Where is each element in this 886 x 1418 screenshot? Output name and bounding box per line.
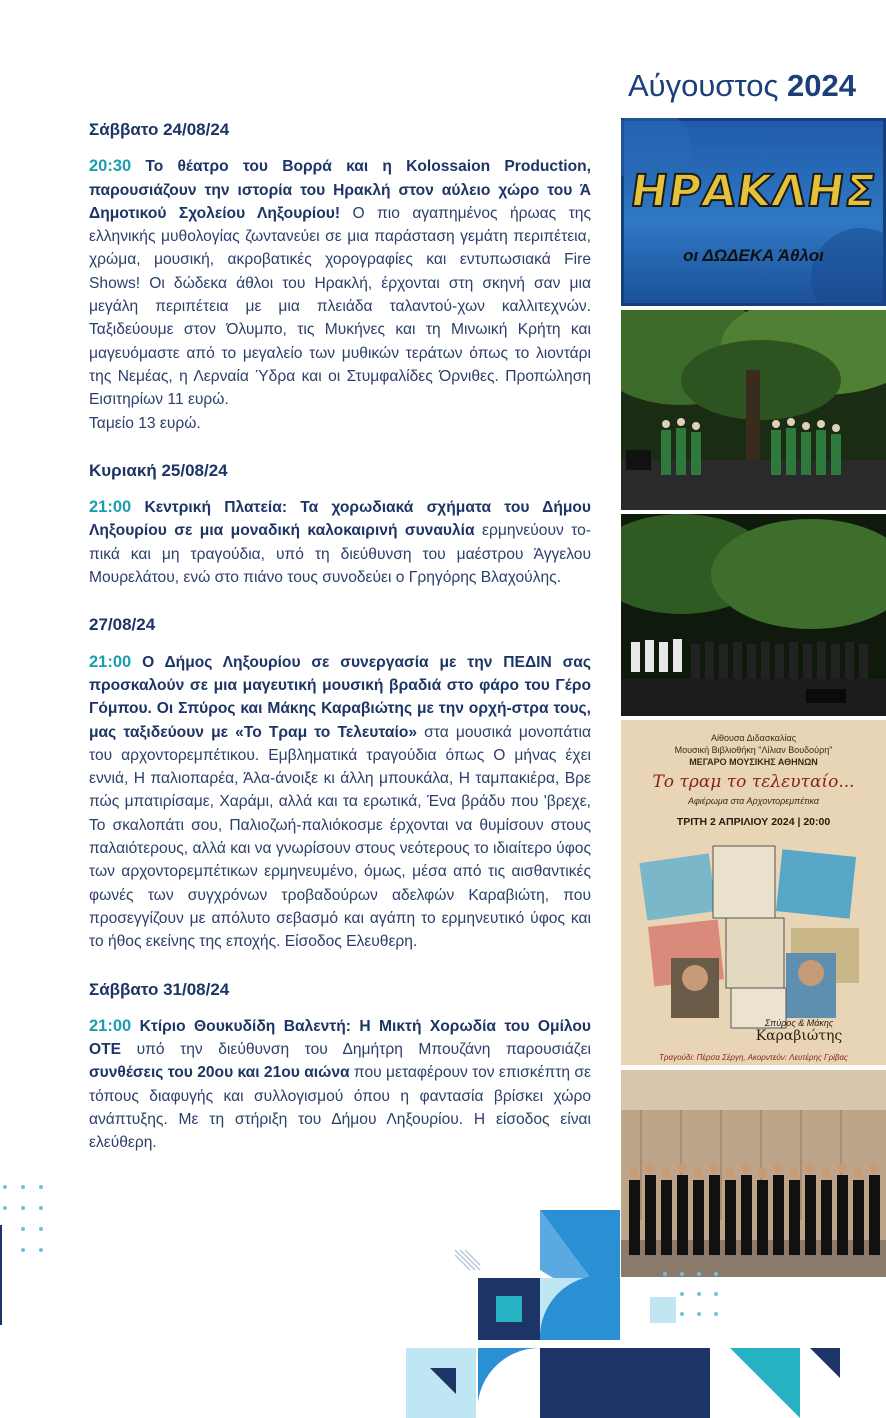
choir-photo-2 [621,514,886,716]
geometric-decoration [400,1200,886,1418]
event-body: στα μουσικά μονοπάτια του αρχοντορεμπέτικου. Εμβληματικά τραγούδια όπως Ο μήνας έχει εννιά, Η παλιοπαρέα, Άλα-άνοιξε κι άλλη μπουκάλα, Η ταμπακιέρα, Βρε πώς μπατιρίσαμε, Χαράμι, αλλά και τα ερωτικά, Ένα βράδυ που 'βρεχε, Το σκαλοπάτι σου, Παλιοζωή-παλιόκοσμε έρχονται να θυμίσουν στους παλαιότερους, αλλά και να γνωρίσουν στους νεότερους το ιδιαίτερο ύφος των αρχοντορεμπέτικων ερμηνευμένο, όμως, μέσα από τις αισθαντικές φωνές των συγχρόνων τροβαδούρων αδελφών Καραβιώτη, που προσεγγίζουν με απόλυτο σεβασμό και αγάπη το ερμηνευτικό ύφος και το ήθος εκείνης της εποχής. Είσοδος Ελευθερη. [89,723,591,951]
poster-venue-2: Μουσική Βιβλιοθήκη "Λίλιαν Βουδούρη" [674,745,833,755]
event-highlight: Κεντρική Πλατεία: Τα χορωδιακά σχήματα του Δήμου Ληξουρίου σε μια μοναδική καλοκαιρινή συναυλία [89,499,591,540]
left-edge-bar [0,1225,2,1325]
event-highlight: Το θέατρο του Βορρά και η Kolossaion Production, παρουσιάζουν την ιστορία του Ηρακλή στον αύλειο χώρο του Ά Δημοτικού Σχολείου Ληξουρίου! [89,158,591,222]
poster-artists-top: Σπύρος & Μάκης [764,1018,834,1028]
tram-poster [621,720,886,1065]
event-time: 21:00 [89,652,132,671]
event-body: Ο πιο αγαπημένος ήρωας της ελληνικής μυθολογίας ζωντανεύει σε μια παράσταση γεμάτη περιπέτεια, χρώμα, μουσική, ακροβατικές χορογραφίες και εντυπωσιακά Fire Shows! Οι δώδεκα άθλοι του Ηρακλή, έρχονται στη σκηνή σαν μια μεγάλη περιπέτεια με μια πλειάδα ταλαντού-χων καλλιτεχνών. Ταξιδεύουμε στον Όλυμπο, τις Μυκήνες και τη Μινωική Κρήτη και μαγευόμαστε από το μεγαλείο των μυθικών τεράτων όπως το λιοντάρι της Νεμέας, η Λερναία Ύδρα και οι Στυμφαλίδες Όρνιθες. Προπώληση Εισιτηρίων 11 ευρώ. [89,204,591,409]
heracles-poster [621,118,886,306]
event-tail: Ταμείο 13 ευρώ. [89,414,201,432]
event-body: υπό την διεύθυνση του Δημήτρη Μπουζάνη παρουσιάζει [136,1041,591,1059]
poster-venue-1: Αίθουσα Διδασκαλίας [710,733,797,743]
event-time: 21:00 [89,1016,132,1035]
poster-tram-title: Το τραμ το τελευταίο... [652,772,855,792]
event-description [89,651,591,954]
month-year: 2024 [787,68,856,103]
poster-tram-subtitle: Αφιέρωμα στα Αρχοντορεμπέτικα [687,796,820,806]
event-highlight: Κτίριο Θουκυδίδη Βαλεντή: Η Μικτή Χορωδία του Ομίλου ΟΤΕ [89,1017,591,1059]
event-description [89,1015,591,1155]
poster-sheet-collage [621,838,886,1038]
heracles-title: ΗΡΑΚΛΗΣ [627,166,880,217]
event-description [89,496,591,589]
event-time: 21:00 [89,498,132,517]
event-body: ερμηνεύουν το-πικά και μη τραγούδια, υπό τη διεύθυνση του μαέστρου Άγγελου Μουρελάτου, ενώ στο πιάνο τους συνοδεύει ο Γρηγόρης Βλαχούλης. [89,522,591,587]
month-title [628,68,856,104]
event-description [89,155,591,435]
event-date: 27/08/24 [89,615,156,635]
choir-scene-2 [621,514,886,716]
poster-venue-3: ΜΕΓΑΡΟ ΜΟΥΣΙΚΗΣ ΑΘΗΝΩΝ [689,757,818,767]
event-body-end: που μεταφέρουν τον επισκέπτη σε τόπους διαφυγής και συλλογισμού όπου η φαντασία βρίσκει χώρο ανάπτυξης. Με τη στήριξη του Δήμου Ληξουρίου. Η είσοδος είναι ελεύθερη. [89,1064,591,1152]
event-date: Κυριακή 25/08/24 [89,460,228,480]
poster-artists-name: Καραβιώτης [755,1028,843,1044]
event-highlight: Ο Δήμος Ληξουρίου σε συνεργασία με την ΠΕΔΙΝ σας προσκαλούν σε μια μαγευτική μουσική βραδιά στο φάρο του Γέρο Γόμπου. Οι Σπύρος και Μάκης Καραβιώτης με την ορχή-στρα τους, μας ταξιδεύουν με «Το Τραμ το Τελευταίο» [89,653,591,741]
poster-credits: Τραγούδι: Πέρσα Σέργη, Ακορντεόν: Λευτέρης Γρίβας [659,1053,848,1062]
choir-photo-1 [621,310,886,510]
choir-scene-1 [621,310,886,510]
event-date: Σάββατο 24/08/24 [89,120,230,139]
event-time: 20:30 [89,157,132,176]
event-date: Σάββατο 31/08/24 [89,979,230,999]
event-highlight-secondary: συνθέσεις του 20ου και 21ου αιώνα [89,1064,350,1082]
month-name: Αύγουστος [627,68,779,103]
heracles-subtitle: οι ΔΩΔΕΚΑ Άθλοι [683,246,824,265]
events-column [89,118,591,1179]
poster-tram-date: ΤΡΙΤΗ 2 ΑΠΡΙΛΙΟΥ 2024 | 20:00 [676,816,831,828]
